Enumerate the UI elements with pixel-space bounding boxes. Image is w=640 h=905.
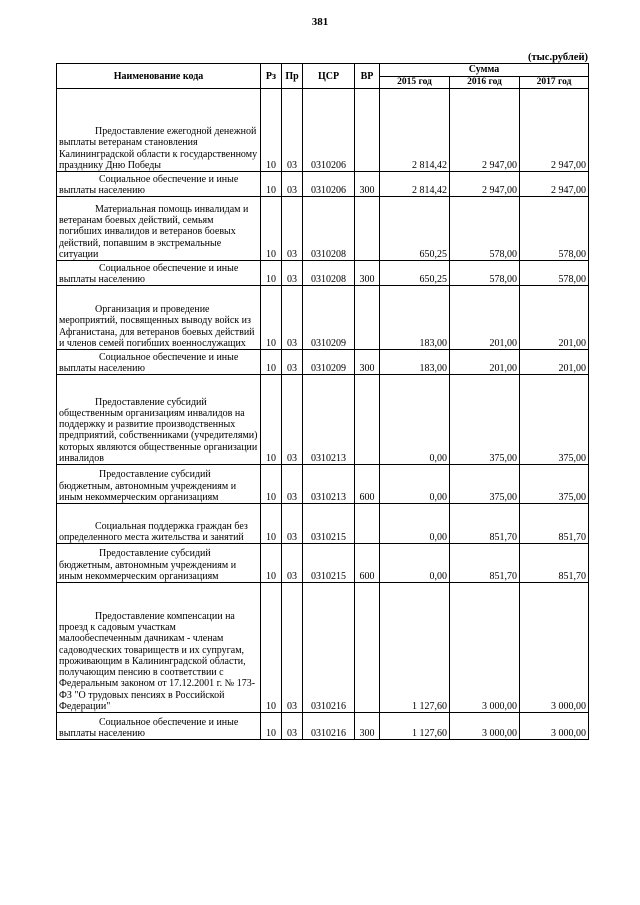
row-rz-cell: 10 bbox=[261, 375, 282, 465]
col-header-rz: Рз bbox=[261, 64, 282, 89]
row-vr-cell: 600 bbox=[355, 465, 380, 504]
row-2015-cell: 0,00 bbox=[380, 544, 450, 583]
row-csr-cell: 0310206 bbox=[303, 89, 355, 172]
row-vr-cell bbox=[355, 375, 380, 465]
row-vr-cell bbox=[355, 504, 380, 544]
row-name-cell: Социальная поддержка граждан без определенного места жительства и занятий bbox=[57, 504, 261, 544]
row-2016-cell: 851,70 bbox=[450, 504, 520, 544]
row-pr-cell: 03 bbox=[282, 286, 303, 350]
row-2017-cell: 3 000,00 bbox=[520, 583, 589, 713]
table-row bbox=[57, 286, 589, 350]
row-pr-cell: 03 bbox=[282, 583, 303, 713]
row-csr-cell: 0310216 bbox=[303, 583, 355, 713]
table-row bbox=[57, 261, 589, 286]
table-row bbox=[57, 504, 589, 544]
row-2015-cell: 0,00 bbox=[380, 375, 450, 465]
row-rz-cell: 10 bbox=[261, 89, 282, 172]
row-name-cell: Предоставление субсидий бюджетным, автономным учреждениям и иным некоммерческим организациям bbox=[57, 544, 261, 583]
row-2017-cell: 851,70 bbox=[520, 544, 589, 583]
row-name-cell: Материальная помощь инвалидам и ветеранам боевых действий, семьям погибших инвалидов и ветеранов боевых действий, попавшим в экстремальные ситуации bbox=[57, 197, 261, 261]
row-2016-cell: 375,00 bbox=[450, 375, 520, 465]
row-pr-cell: 03 bbox=[282, 350, 303, 375]
row-vr-cell: 300 bbox=[355, 350, 380, 375]
row-name-cell: Организация и проведение мероприятий, посвященных выводу войск из Афганистана, для ветеранов боевых действий и членов семей погибших военнослужащих bbox=[57, 286, 261, 350]
row-rz-cell: 10 bbox=[261, 261, 282, 286]
col-header-2017: 2017 год bbox=[520, 77, 589, 89]
row-2017-cell: 375,00 bbox=[520, 465, 589, 504]
table-row bbox=[57, 713, 589, 740]
row-2015-cell: 1 127,60 bbox=[380, 713, 450, 740]
row-2016-cell: 578,00 bbox=[450, 197, 520, 261]
col-header-vr: ВР bbox=[355, 64, 380, 89]
table-row bbox=[57, 583, 589, 713]
row-name-cell: Социальное обеспечение и иные выплаты населению bbox=[57, 713, 261, 740]
row-csr-cell: 0310215 bbox=[303, 504, 355, 544]
row-csr-cell: 0310206 bbox=[303, 172, 355, 197]
row-2017-cell: 578,00 bbox=[520, 261, 589, 286]
row-rz-cell: 10 bbox=[261, 197, 282, 261]
row-rz-cell: 10 bbox=[261, 286, 282, 350]
row-2017-cell: 375,00 bbox=[520, 375, 589, 465]
row-vr-cell bbox=[355, 89, 380, 172]
row-rz-cell: 10 bbox=[261, 713, 282, 740]
row-2015-cell: 0,00 bbox=[380, 465, 450, 504]
row-2015-cell: 650,25 bbox=[380, 197, 450, 261]
col-header-sum: Сумма bbox=[380, 64, 589, 77]
row-name-cell: Социальное обеспечение и иные выплаты населению bbox=[57, 261, 261, 286]
row-2015-cell: 183,00 bbox=[380, 350, 450, 375]
row-2015-cell: 0,00 bbox=[380, 504, 450, 544]
row-vr-cell: 300 bbox=[355, 713, 380, 740]
row-2015-cell: 183,00 bbox=[380, 286, 450, 350]
table-row bbox=[57, 350, 589, 375]
row-name-cell: Предоставление субсидий бюджетным, автономным учреждениям и иным некоммерческим организациям bbox=[57, 465, 261, 504]
row-csr-cell: 0310213 bbox=[303, 465, 355, 504]
row-pr-cell: 03 bbox=[282, 197, 303, 261]
row-name-cell: Социальное обеспечение и иные выплаты населению bbox=[57, 172, 261, 197]
row-2016-cell: 2 947,00 bbox=[450, 172, 520, 197]
row-2017-cell: 2 947,00 bbox=[520, 89, 589, 172]
col-header-name: Наименование кода bbox=[57, 64, 261, 89]
row-rz-cell: 10 bbox=[261, 504, 282, 544]
row-rz-cell: 10 bbox=[261, 544, 282, 583]
row-rz-cell: 10 bbox=[261, 583, 282, 713]
row-vr-cell bbox=[355, 286, 380, 350]
row-vr-cell: 300 bbox=[355, 261, 380, 286]
row-2016-cell: 375,00 bbox=[450, 465, 520, 504]
row-2016-cell: 201,00 bbox=[450, 350, 520, 375]
col-header-pr: Пр bbox=[282, 64, 303, 89]
row-csr-cell: 0310213 bbox=[303, 375, 355, 465]
row-name-cell: Предоставление ежегодной денежной выплаты ветеранам становления Калининградской области к государственному празднику Дню Победы bbox=[57, 89, 261, 172]
row-2017-cell: 578,00 bbox=[520, 197, 589, 261]
row-2015-cell: 1 127,60 bbox=[380, 583, 450, 713]
row-pr-cell: 03 bbox=[282, 89, 303, 172]
table-row bbox=[57, 172, 589, 197]
row-pr-cell: 03 bbox=[282, 465, 303, 504]
row-rz-cell: 10 bbox=[261, 350, 282, 375]
row-rz-cell: 10 bbox=[261, 465, 282, 504]
row-csr-cell: 0310209 bbox=[303, 286, 355, 350]
col-header-2015: 2015 год bbox=[380, 77, 450, 89]
row-csr-cell: 0310216 bbox=[303, 713, 355, 740]
page-number: 381 bbox=[311, 16, 329, 28]
header-row bbox=[57, 64, 589, 77]
row-csr-cell: 0310208 bbox=[303, 197, 355, 261]
row-2016-cell: 2 947,00 bbox=[450, 89, 520, 172]
col-header-csr: ЦСР bbox=[303, 64, 355, 89]
row-2016-cell: 3 000,00 bbox=[450, 713, 520, 740]
table-row bbox=[57, 465, 589, 504]
row-pr-cell: 03 bbox=[282, 375, 303, 465]
row-2017-cell: 3 000,00 bbox=[520, 713, 589, 740]
row-name-cell: Предоставление субсидий общественным организациям инвалидов на поддержку и развитие производственных предприятий, собственниками (учредителями) которых являются общественные организации инвалидов bbox=[57, 375, 261, 465]
row-2017-cell: 201,00 bbox=[520, 350, 589, 375]
row-2015-cell: 2 814,42 bbox=[380, 172, 450, 197]
row-csr-cell: 0310209 bbox=[303, 350, 355, 375]
row-2017-cell: 851,70 bbox=[520, 504, 589, 544]
row-csr-cell: 0310215 bbox=[303, 544, 355, 583]
row-vr-cell: 600 bbox=[355, 544, 380, 583]
row-vr-cell: 300 bbox=[355, 172, 380, 197]
row-2016-cell: 851,70 bbox=[450, 544, 520, 583]
row-name-cell: Предоставление компенсации на проезд к садовым участкам малообеспеченным дачникам - членам садоводческих товариществ и их супругам, проживающим в Калининградской области, получающим пенсию в соответствии с Федеральным законом от 17.12.2001 г. № 173-ФЗ "О трудовых пенсиях в Российской Федерации" bbox=[57, 583, 261, 713]
row-pr-cell: 03 bbox=[282, 713, 303, 740]
row-pr-cell: 03 bbox=[282, 261, 303, 286]
col-header-2016: 2016 год bbox=[450, 77, 520, 89]
budget-table bbox=[56, 63, 589, 740]
table-row bbox=[57, 197, 589, 261]
row-2017-cell: 201,00 bbox=[520, 286, 589, 350]
row-name-cell: Социальное обеспечение и иные выплаты населению bbox=[57, 350, 261, 375]
row-2015-cell: 650,25 bbox=[380, 261, 450, 286]
row-pr-cell: 03 bbox=[282, 544, 303, 583]
table-row bbox=[57, 375, 589, 465]
row-2016-cell: 3 000,00 bbox=[450, 583, 520, 713]
row-pr-cell: 03 bbox=[282, 504, 303, 544]
row-2017-cell: 2 947,00 bbox=[520, 172, 589, 197]
units-label: (тыс.рублей) bbox=[527, 52, 588, 63]
row-2016-cell: 578,00 bbox=[450, 261, 520, 286]
table-row bbox=[57, 544, 589, 583]
row-2016-cell: 201,00 bbox=[450, 286, 520, 350]
row-vr-cell bbox=[355, 583, 380, 713]
row-pr-cell: 03 bbox=[282, 172, 303, 197]
row-vr-cell bbox=[355, 197, 380, 261]
row-csr-cell: 0310208 bbox=[303, 261, 355, 286]
row-2015-cell: 2 814,42 bbox=[380, 89, 450, 172]
row-rz-cell: 10 bbox=[261, 172, 282, 197]
table-row bbox=[57, 89, 589, 172]
